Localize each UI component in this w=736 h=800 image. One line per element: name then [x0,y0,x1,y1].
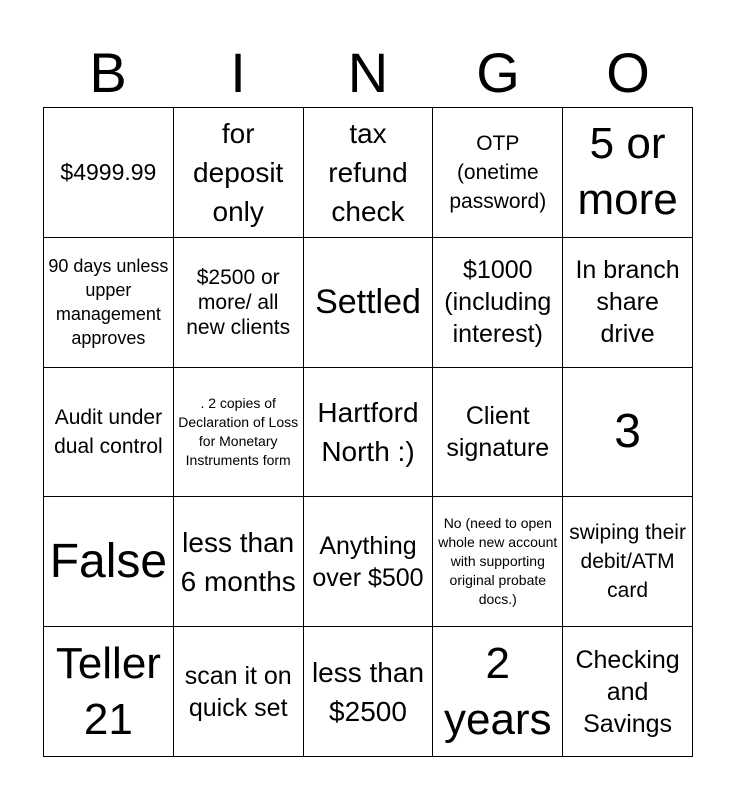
bingo-cell-5-4[interactable] [433,627,563,757]
bingo-cell-2-4[interactable] [433,238,563,368]
bingo-cell-3-1[interactable] [44,368,174,498]
bingo-grid [43,107,693,757]
cell-text: swiping their debit/ATM card [569,521,686,603]
cell-text: $1000 (including interest) [444,256,552,349]
cell-text: 3 [614,404,641,458]
bingo-cell-2-1[interactable] [44,238,174,368]
bingo-cell-3-5[interactable] [563,368,693,498]
bingo-cell-5-2[interactable] [174,627,304,757]
cell-text: Teller 21 [55,638,161,744]
cell-text: OTP (onetime password) [449,131,547,213]
cell-text: Settled [315,283,421,322]
cell-text: $2500 or more/ all new clients [186,265,291,339]
bingo-cell-5-1[interactable] [44,627,174,757]
header-letter-o: O [606,41,650,104]
cell-text: Client signature [446,401,550,462]
cell-text: $4999.99 [60,158,157,185]
cell-text: False [49,534,168,588]
bingo-cell-4-1[interactable] [44,497,174,627]
bingo-cell-4-3[interactable] [304,497,434,627]
bingo-header [43,40,693,106]
bingo-cell-1-5[interactable] [563,108,693,238]
bingo-cell-1-1[interactable] [44,108,174,238]
bingo-cell-1-4[interactable] [433,108,563,238]
cell-text: tax refund check [328,117,408,227]
bingo-cell-3-2[interactable] [174,368,304,498]
bingo-cell-1-2[interactable] [174,108,304,238]
header-letter-b: B [89,41,127,104]
bingo-cell-2-2[interactable] [174,238,304,368]
cell-text: . 2 copies of Declaration of Loss for Monetary Instruments form [178,394,299,468]
bingo-cell-5-3[interactable] [304,627,434,757]
cell-text: less than 6 months [180,526,296,597]
cell-text: In branch share drive [575,256,680,349]
cell-text: 5 or more [577,119,678,225]
bingo-cell-4-4[interactable] [433,497,563,627]
cell-text: 2 years [443,638,552,744]
header-letter-i: I [230,41,246,104]
cell-text: Checking and Savings [575,645,680,738]
cell-text: Hartford North :) [317,396,419,467]
header-letter-n: N [347,41,389,104]
header-letter-g: G [476,41,520,104]
cell-text: No (need to open whole new account with supporting original probate docs.) [438,515,558,608]
bingo-cell-1-3[interactable] [304,108,434,238]
cell-text: scan it on quick set [184,661,292,722]
bingo-cell-4-2[interactable] [174,497,304,627]
bingo-cell-5-5[interactable] [563,627,693,757]
cell-text: Audit under dual control [54,405,163,458]
cell-text: 90 days unless upper management approves [48,256,169,349]
bingo-cell-2-5[interactable] [563,238,693,368]
bingo-cell-4-5[interactable] [563,497,693,627]
bingo-cell-3-3[interactable] [304,368,434,498]
bingo-cell-3-4[interactable] [433,368,563,498]
cell-text: for deposit only [193,117,284,227]
bingo-cell-2-3[interactable] [304,238,434,368]
cell-text: less than $2500 [311,656,425,727]
cell-text: Anything over $500 [312,531,424,592]
